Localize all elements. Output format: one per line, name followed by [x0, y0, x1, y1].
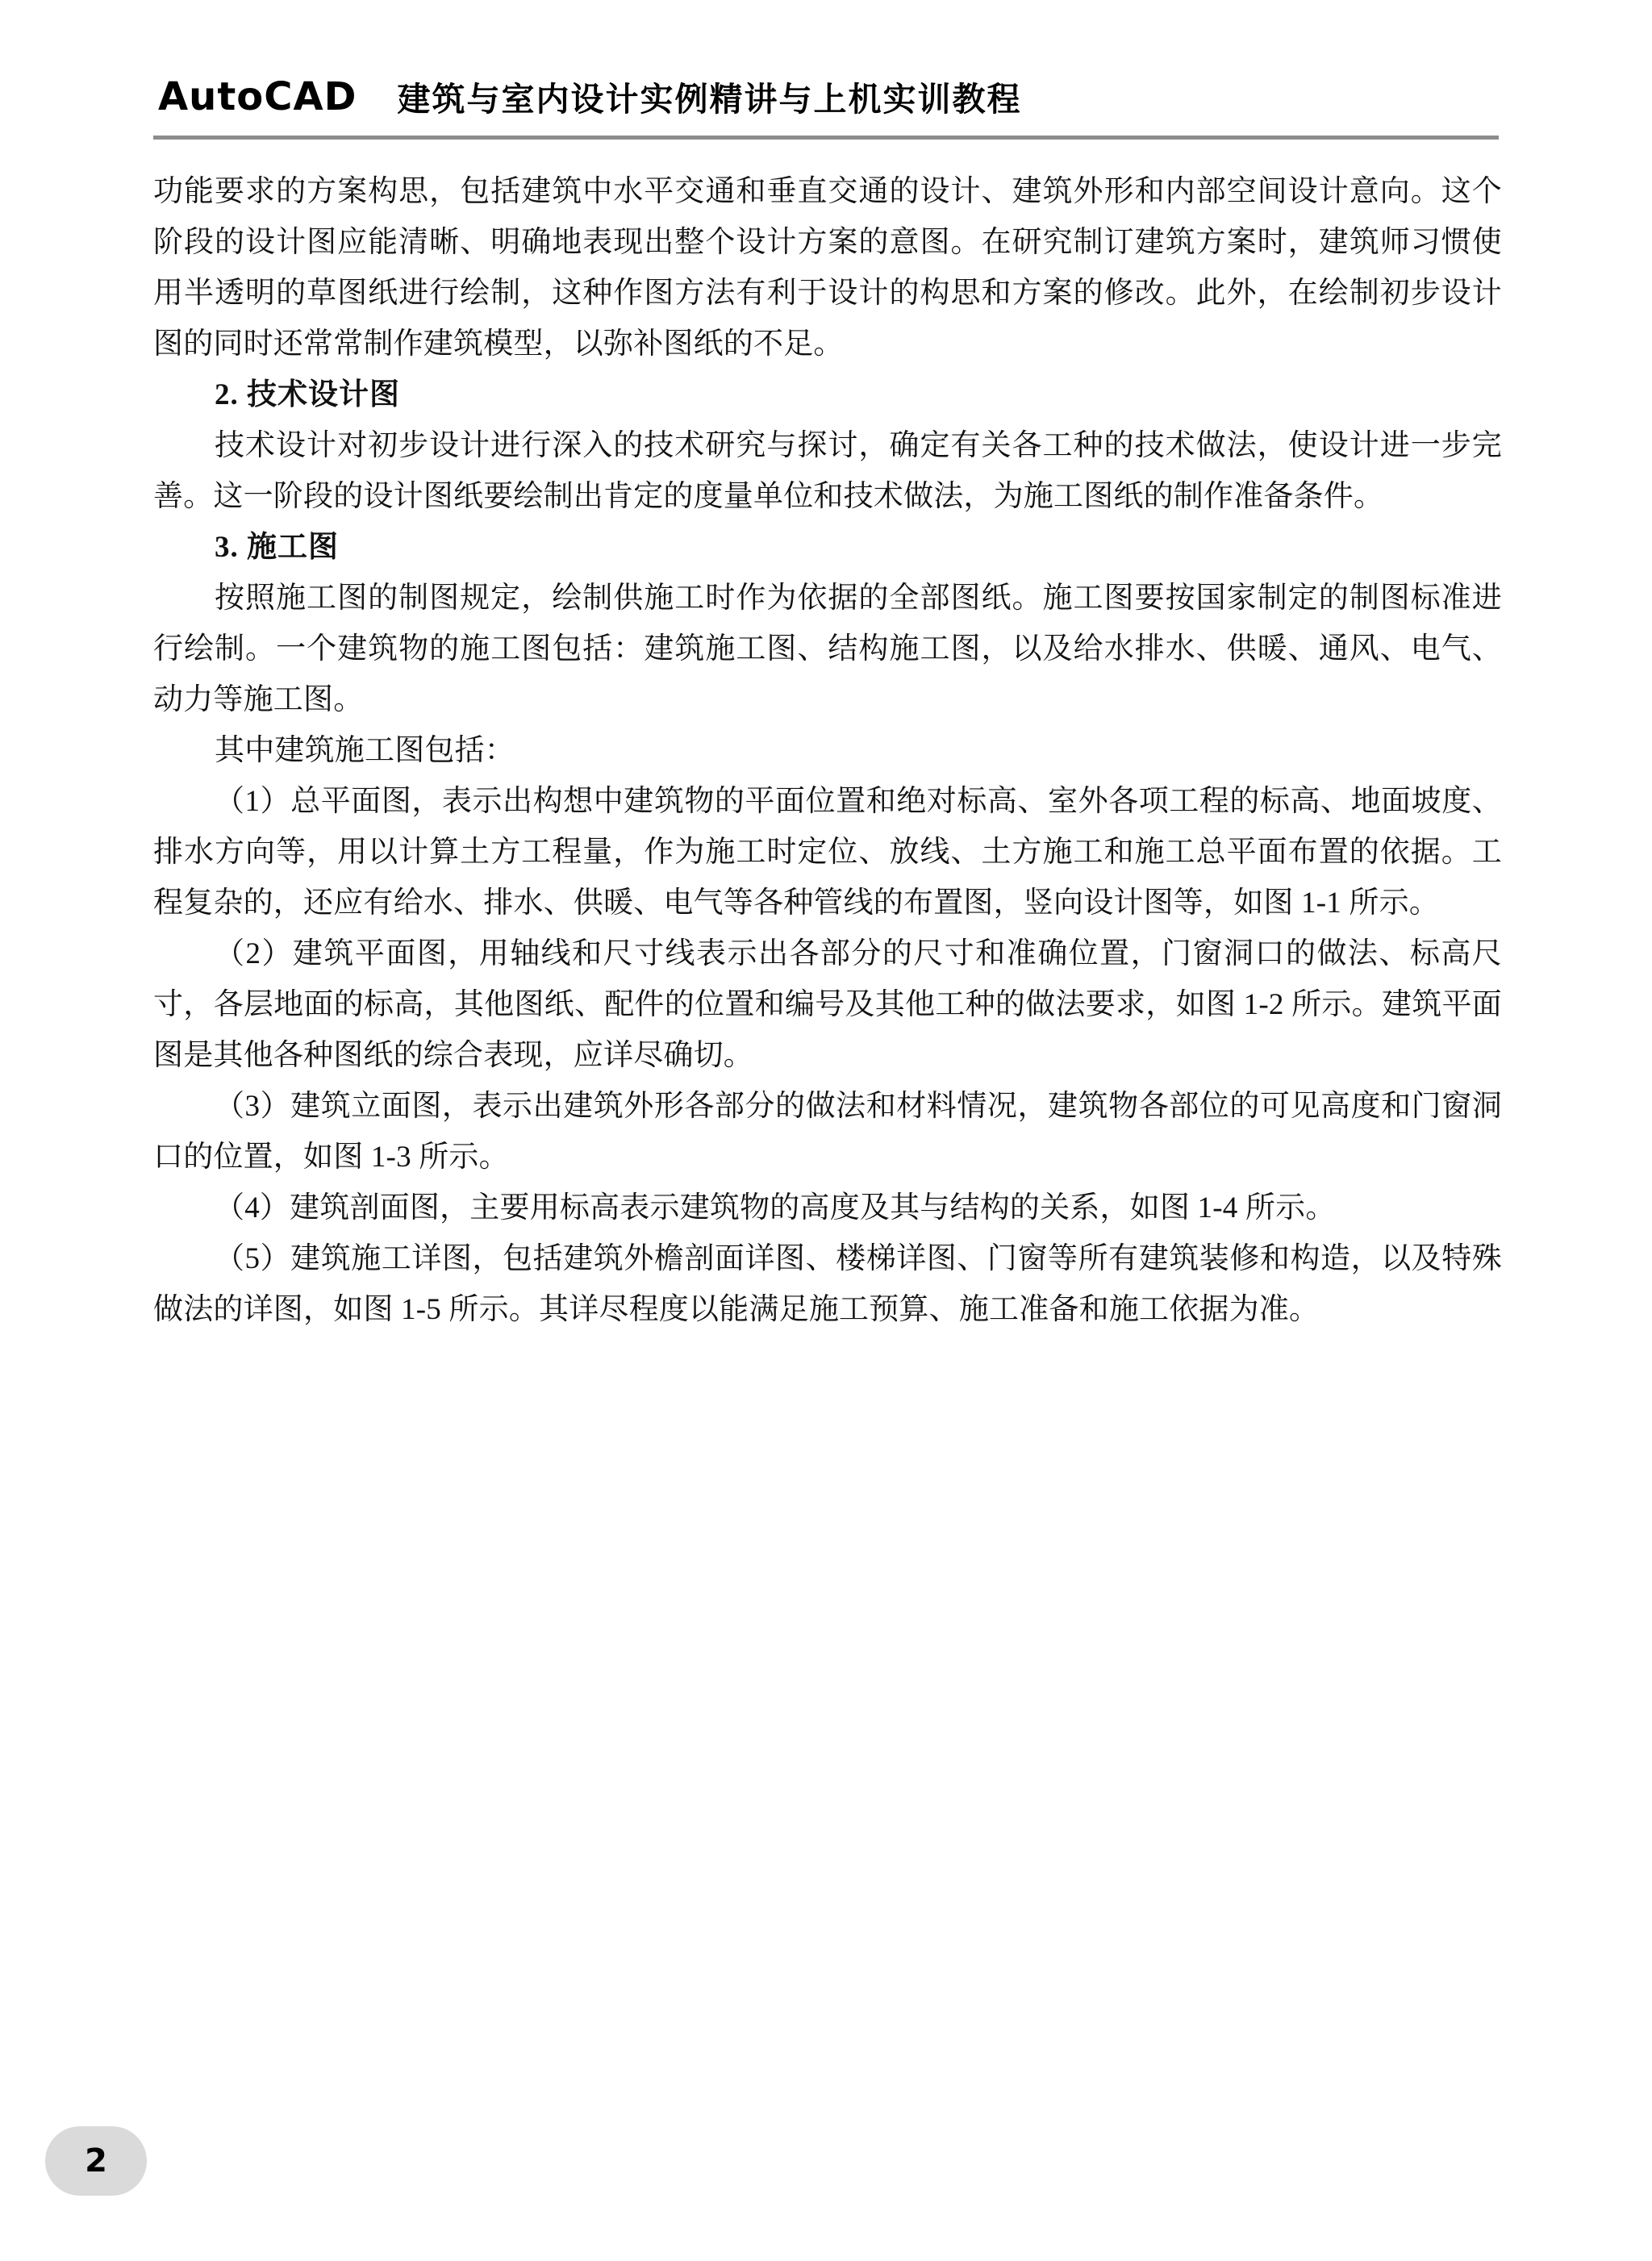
header-logo: AutoCAD — [158, 74, 357, 119]
heading-construction-drawing: 3. 施工图 — [215, 531, 339, 564]
paragraph-technical-design: 技术设计对初步设计进行深入的技术研究与探讨，确定有关各工种的技术做法，使设计进一步完善。这一阶段的设计图纸要绘制出肯定的度量单位和技术做法，为施工图纸的制作准备条件。 — [153, 429, 1502, 513]
paragraph-list-intro: 其中建筑施工图包括： — [215, 734, 515, 767]
page-number-badge — [45, 2126, 147, 2196]
paragraph-item-5: （5）建筑施工详图，包括建筑外檐剖面详图、楼梯详图、门窗等所有建筑装修和构造，以及特殊做法的详图，如图 1-5 所示。其详尽程度以能满足施工预算、施工准备和施工依据为准。 — [153, 1242, 1502, 1326]
paragraph-intro: 功能要求的方案构思，包括建筑中水平交通和垂直交通的设计、建筑外形和内部空间设计意向。这个阶段的设计图应能清晰、明确地表现出整个设计方案的意图。在研究制订建筑方案时，建筑师习惯使用半透明的草图纸进行绘制，这种作图方法有利于设计的构思和方案的修改。此外，在绘制初步设计图的同时还常常制作建筑模型，以弥补图纸的不足。 — [153, 175, 1502, 361]
page-header — [158, 47, 1499, 119]
heading-technical-design: 2. 技术设计图 — [215, 378, 400, 411]
paragraph-item-3: （3）建筑立面图，表示出建筑外形各部分的做法和材料情况，建筑物各部位的可见高度和门窗洞口的位置，如图 1-3 所示。 — [153, 1090, 1502, 1174]
paragraph-item-4: （4）建筑剖面图，主要用标高表示建筑物的高度及其与结构的关系，如图 1-4 所示。 — [215, 1191, 1336, 1224]
header-book-title: 建筑与室内设计实例精讲与上机实训教程 — [397, 80, 1022, 119]
page-content — [153, 166, 1502, 1335]
page-number: 2 — [85, 2142, 107, 2180]
header-divider — [153, 136, 1499, 140]
paragraph-item-2: （2）建筑平面图，用轴线和尺寸线表示出各部分的尺寸和准确位置，门窗洞口的做法、标高尺寸，各层地面的标高，其他图纸、配件的位置和编号及其他工种的做法要求，如图 1-2 所示。建筑平面图是其他各种图纸的综合表现，应详尽确切。 — [153, 937, 1502, 1072]
paragraph-item-1: （1）总平面图，表示出构想中建筑物的平面位置和绝对标高、室外各项工程的标高、地面坡度、排水方向等，用以计算土方工程量，作为施工时定位、放线、土方施工和施工总平面布置的依据。工程复杂的，还应有给水、排水、供暖、电气等各种管线的布置图，竖向设计图等，如图 1-1 所示。 — [153, 785, 1502, 920]
paragraph-construction-drawing: 按照施工图的制图规定，绘制供施工时作为依据的全部图纸。施工图要按国家制定的制图标准进行绘制。一个建筑物的施工图包括：建筑施工图、结构施工图，以及给水排水、供暖、通风、电气、动力等施工图。 — [153, 582, 1502, 716]
